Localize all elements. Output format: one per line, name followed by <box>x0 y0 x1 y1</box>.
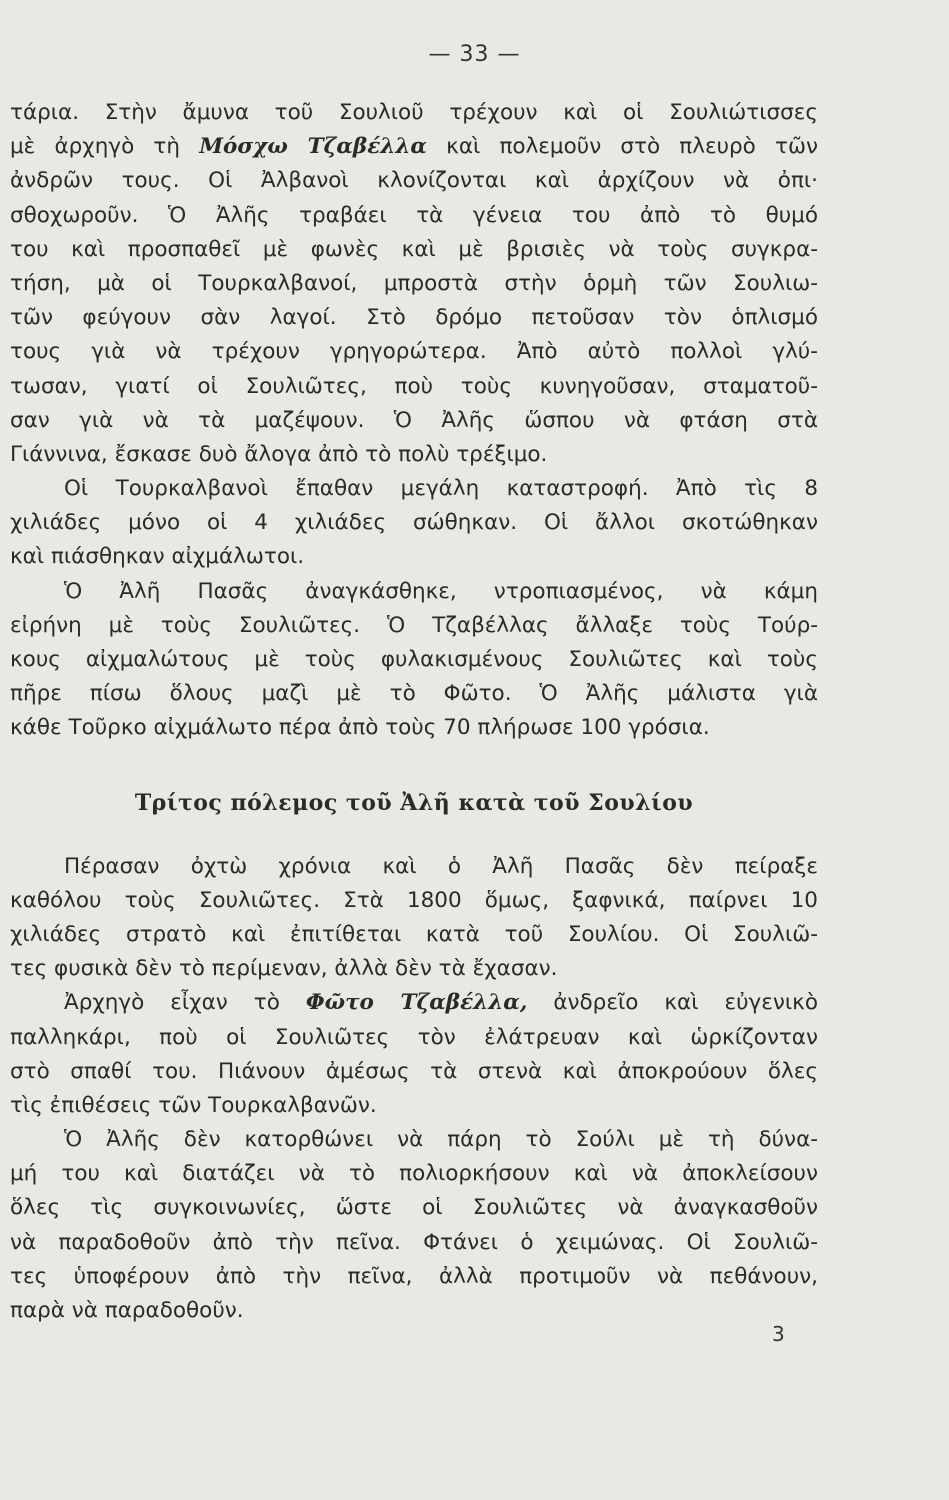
text-line: εἰρήνη μὲ τοὺς Σουλιῶτες. Ὁ Τζαβέλλας ἄλλαξε τοὺς Τούρ- <box>10 612 818 638</box>
text-line: τες ὑποφέρουν ἀπὸ τὴν πεῖνα, ἀλλὰ προτιμοῦν νὰ πεθάνουν, <box>10 1263 818 1289</box>
text-line: μὲ ἀρχηγὸ τὴ Μόσχω Τζαβέλλα καὶ πολεμοῦν στὸ πλευρὸ τῶν <box>10 134 818 160</box>
text-line: κους αἰχμαλώτους μὲ τοὺς φυλακισμένους Σουλιῶτες καὶ τοὺς <box>10 647 818 672</box>
text-line: τους γιὰ νὰ τρέχουν γρηγορώτερα. Ἀπὸ αὐτὸ πολλοὶ γλύ- <box>10 339 818 365</box>
text-line: τήση, μὰ οἱ Τουρκαλβανοί, μπροστὰ στὴν ὁρμὴ τῶν Σουλιω- <box>10 270 818 296</box>
text-line: τὶς ἐπιθέσεις τῶν Τουρκαλβανῶν. <box>10 1092 377 1118</box>
text-line: μή του καὶ διατάζει νὰ τὸ πολιορκήσουν καὶ νὰ ἀποκλείσουν <box>10 1161 818 1187</box>
text-line: Ἀρχηγὸ εἶχαν τὸ Φῶτο Τζαβέλλα, ἀνδρεῖο καὶ εὐγενικὸ <box>64 990 818 1016</box>
text-line: τάρια. Στὴν ἄμυνα τοῦ Σουλιοῦ τρέχουν καὶ οἱ Σουλιώτισσες <box>10 100 818 125</box>
text-line: παρὰ νὰ παραδοθοῦν. <box>10 1298 244 1323</box>
text-line: Γιάννινα, ἔσκασε δυὸ ἄλογα ἀπὸ τὸ πολὺ τρέξιμο. <box>10 441 548 467</box>
text-line: Ὁ Ἀλῆ Πασᾶς ἀναγκάσθηκε, ντροπιασμένος, νὰ κάμη <box>64 578 818 604</box>
text-line: Οἱ Τουρκαλβανοὶ ἔπαθαν μεγάλη καταστροφή. Ἀπὸ τὶς 8 <box>64 476 818 502</box>
text-line: τῶν φεύγουν σὰν λαγοί. Στὸ δρόμο πετοῦσαν τὸν ὁπλισμό <box>10 305 818 331</box>
text-line: κάθε Τοῦρκο αἰχμάλωτο πέρα ἀπὸ τοὺς 70 πλήρωσε 100 γρόσια. <box>10 715 710 741</box>
text-line: καὶ πιάσθηκαν αἰχμάλωτοι. <box>10 544 305 570</box>
text-line: καθόλου τοὺς Σουλιῶτες. Στὰ 1800 ὅμως, ξαφνικά, παίρνει 10 <box>10 887 818 913</box>
name-foto-tzavella: Φῶτο Τζαβέλλα, <box>305 990 528 1016</box>
text-line: τωσαν, γιατί οἱ Σουλιῶτες, ποὺ τοὺς κυνηγοῦσαν, σταματοῦ- <box>10 373 818 399</box>
text-line: χιλιάδες μόνο οἱ 4 χιλιάδες σώθηκαν. Οἱ ἄλλοι σκοτώθηκαν <box>10 510 818 536</box>
text-line: σαν γιὰ νὰ τὰ μαζέψουν. Ὁ Ἀλῆς ὥσπου νὰ φτάση στὰ <box>10 407 818 433</box>
text-line: τες φυσικὰ δὲν τὸ περίμεναν, ἀλλὰ δὲν τὰ ἔχασαν. <box>10 956 558 982</box>
section-heading: Τρίτος πόλεμος τοῦ Ἀλῆ κατὰ τοῦ Σουλίου <box>134 789 694 816</box>
body-text <box>10 96 818 1328</box>
text-line: παλληκάρι, ποὺ οἱ Σουλιῶτες τὸν ἐλάτρευαν καὶ ὡρκίζονταν <box>10 1024 818 1050</box>
text-line: Πέρασαν ὀχτὼ χρόνια καὶ ὁ Ἀλῆ Πασᾶς δὲν πείραξε <box>64 853 818 879</box>
text-line: πῆρε πίσω ὅλους μαζὶ μὲ τὸ Φῶτο. Ὁ Ἀλῆς μάλιστα γιὰ <box>10 681 818 707</box>
text-line: ἀνδρῶν τους. Οἱ Ἀλβανοὶ κλονίζονται καὶ ἀρχίζουν νὰ ὀπι· <box>10 168 818 194</box>
text-line: Ὁ Ἀλῆς δὲν κατορθώνει νὰ πάρη τὸ Σούλι μὲ τὴ δύνα- <box>64 1127 818 1153</box>
printer-signature: 3 <box>772 1322 785 1346</box>
text-line: του καὶ προσπαθεῖ μὲ φωνὲς καὶ μὲ βρισιὲς νὰ τοὺς συγκρα- <box>10 236 818 262</box>
text-line: ὅλες τὶς συγκοινωνίες, ὥστε οἱ Σουλιῶτες νὰ ἀναγκασθοῦν <box>10 1195 818 1221</box>
text-line: στὸ σπαθί του. Πιάνουν ἀμέσως τὰ στενὰ καὶ ἀποκρούουν ὅλες <box>10 1058 818 1084</box>
page-number: — 33 — <box>428 42 521 67</box>
text-line: νὰ παραδοθοῦν ἀπὸ τὴν πεῖνα. Φτάνει ὁ χειμώνας. Οἱ Σουλιῶ- <box>10 1229 818 1255</box>
text-line: σθοχωροῦν. Ὁ Ἀλῆς τραβάει τὰ γένεια του ἀπὸ τὸ θυμό <box>10 202 818 228</box>
text-line: χιλιάδες στρατὸ καὶ ἐπιτίθεται κατὰ τοῦ Σουλίου. Οἱ Σουλιῶ- <box>10 921 818 947</box>
name-moscho-tzavella: Μόσχω Τζαβέλλα <box>199 134 427 160</box>
